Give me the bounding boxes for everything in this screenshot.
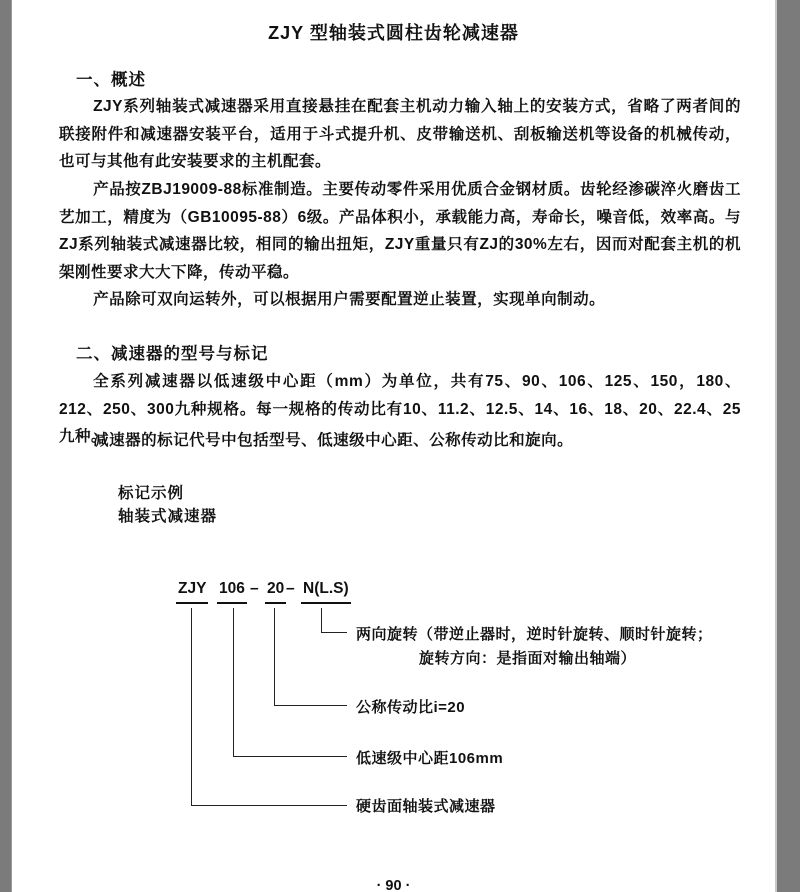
callout-rotation-line-2: 旋转方向：是指面对输出轴端） xyxy=(419,650,637,667)
callout-rotation-line-1: 两向旋转（带逆止器时，逆时针旋转、顺时针旋转； xyxy=(356,626,713,643)
callout-type: 硬齿面轴装式减速器 xyxy=(356,798,496,815)
designation-segment-rotation: N(L.S) xyxy=(301,580,351,604)
marking-example-label: 标记示例 xyxy=(118,485,185,502)
designation-separator-1: – xyxy=(250,580,259,597)
section-2-paragraph-2: 减速器的标记代号中包括型号、低速级中心距、公称传动比和旋向。 xyxy=(93,432,574,449)
marking-example-sublabel: 轴装式减速器 xyxy=(118,508,218,525)
document-page xyxy=(11,0,777,892)
section-1-paragraph-3: 产品除可双向运转外，可以根据用户需要配置逆止装置，实现单向制动。 xyxy=(93,291,606,308)
callout-center-distance: 低速级中心距106mm xyxy=(356,750,504,767)
page-title: ZJY 型轴装式圆柱齿轮减速器 xyxy=(268,23,519,43)
section-2-heading: 二、减速器的型号与标记 xyxy=(76,345,269,363)
section-2-paragraph-1: 全系列减速器以低速级中心距（mm）为单位，共有75、90、106、125、150，180、212、250、300九种规格。每一规格的传动比有10、11.2、12.5、14、16、18、20、22.4、25九种。 xyxy=(59,373,741,445)
page-number: · 90 · xyxy=(376,878,411,892)
callout-ratio: 公称传动比i=20 xyxy=(356,699,466,716)
section-1-paragraph-2: 产品按ZBJ19009-88标准制造。主要传动零件采用优质合金钢材质。齿轮经渗碳淬火磨齿工艺加工，精度为（GB10095-88）6级。产品体积小，承载能力高，寿命长，噪音低，效率高。与ZJ系列轴装式减速器比较，相同的输出扭矩，ZJY重量只有ZJ的30%左右，因而对配套主机的机架刚性要求大大下降，传动平稳。 xyxy=(59,181,741,281)
designation-segment-model: ZJY xyxy=(176,580,208,604)
designation-separator-2: – xyxy=(286,580,295,597)
designation-segment-center-distance: 106 xyxy=(217,580,247,604)
section-1-heading: 一、概述 xyxy=(76,71,146,89)
connector-line-type xyxy=(191,608,347,806)
designation-segment-ratio: 20 xyxy=(265,580,286,604)
section-1-paragraph-1: ZJY系列轴装式减速器采用直接悬挂在配套主机动力输入轴上的安装方式，省略了两者间的联接附件和减速器安装平台，适用于斗式提升机、皮带输送机、刮板输送机等设备的机械传动，也可与其他有此安装要求的主机配套。 xyxy=(59,98,741,170)
